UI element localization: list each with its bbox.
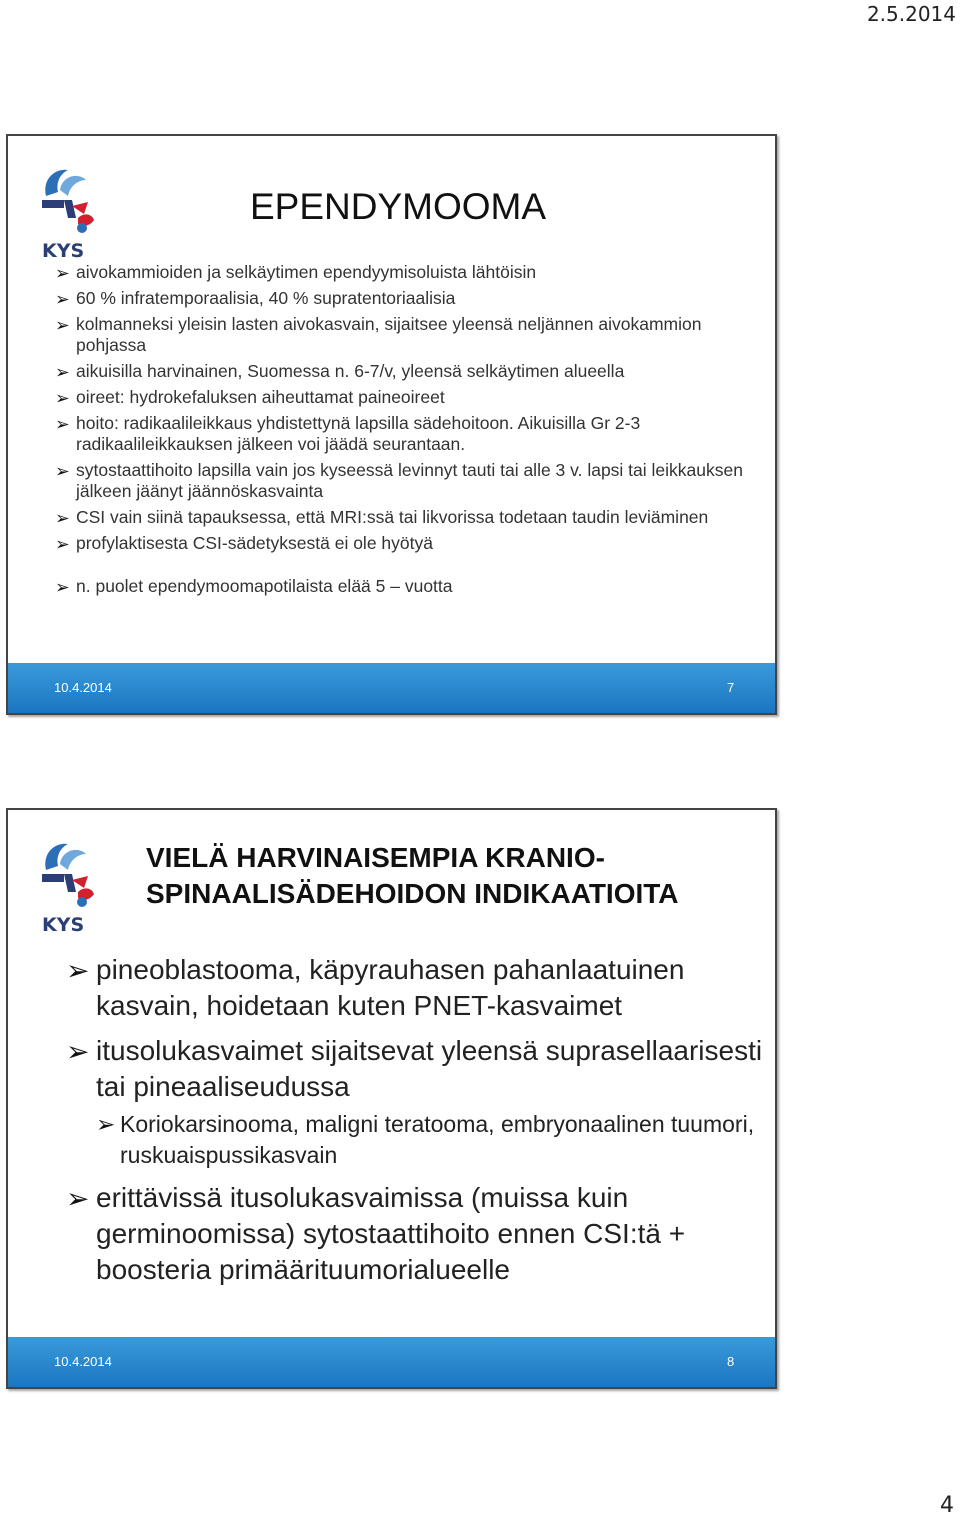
list-item: ➢ kolmanneksi yleisin lasten aivokasvain, sijaitsee yleensä neljännen aivokammion pohjassa: [55, 314, 702, 355]
slide-title: EPENDYMOOMA: [250, 186, 547, 227]
logo-text: KYS: [42, 240, 85, 262]
sub-bullet-list: [96, 1109, 766, 1171]
slide-number: 7: [727, 680, 735, 695]
slide-number: 8: [727, 1354, 735, 1369]
footer-date: 10.4.2014: [54, 680, 112, 695]
arrow-bullet-icon: ➢: [55, 315, 70, 335]
kys-logo: [38, 840, 96, 936]
kys-logo-mark-icon: [38, 166, 96, 238]
list-item: ➢ sytostaattihoito lapsilla vain jos kyseessä levinnyt tauti tai alle 3 v. lapsi tai leikkauksen jälkeen jäänyt jäännöskasvainta: [55, 460, 743, 501]
kys-logo-mark-icon: [38, 840, 96, 912]
sub-list-item: ➢ Koriokarsinooma, maligni teratooma, embryonaalinen tuumori, ruskuaispussikasvain: [96, 1111, 755, 1168]
list-item: ➢ n. puolet ependymoomapotilaista elää 5 – vuotta: [55, 576, 453, 597]
arrow-bullet-icon: ➢: [55, 508, 70, 528]
arrow-bullet-icon: ➢: [66, 1036, 90, 1067]
slide-footer: [8, 663, 775, 713]
list-item: ➢ oireet: hydrokefaluksen aiheuttamat paineoireet: [55, 387, 445, 408]
arrow-bullet-icon: ➢: [55, 577, 70, 597]
list-item: ➢ erittävissä itusolukasvaimissa (muissa kuin germinoomissa) sytostaattihoito ennen CSI:tä + boosteria primäärituumorialueelle: [66, 1182, 686, 1285]
list-item: ➢ itusolukasvaimet sijaitsevat yleensä suprasellaarisesti tai pineaaliseudussa ➢ Koriokarsinooma, maligni teratooma, embryonaalinen tuumori, ruskuaispussikasvain: [66, 1033, 766, 1171]
slide-title: VIELÄ HARVINAISEMPIA KRANIO-SPINAALISÄDEHOIDON INDIKAATIOITA: [146, 842, 679, 909]
page-number: 4: [940, 1493, 954, 1518]
list-item: ➢ hoito: radikaalileikkaus yhdistettynä lapsilla sädehoitoon. Aikuisilla Gr 2-3 radikaalileikkauksen jälkeen voi jäädä seurantaan.: [55, 413, 641, 454]
arrow-bullet-icon: ➢: [55, 289, 70, 309]
arrow-bullet-icon: ➢: [55, 534, 70, 554]
logo-text: KYS: [42, 914, 85, 936]
arrow-bullet-icon: ➢: [55, 414, 70, 434]
bullet-list: [55, 262, 755, 602]
arrow-bullet-icon: ➢: [55, 388, 70, 408]
list-item: ➢ aivokammioiden ja selkäytimen ependyymisoluista lähtöisin: [55, 262, 537, 283]
arrow-bullet-icon: ➢: [55, 461, 70, 481]
slide-7: [6, 134, 777, 715]
list-item: ➢ aikuisilla harvinainen, Suomessa n. 6-7/v, yleensä selkäytimen alueella: [55, 361, 625, 382]
page-date: 2.5.2014: [866, 2, 956, 26]
bullet-list: [66, 952, 766, 1297]
list-item: ➢ profylaktisesta CSI-sädetyksestä ei ole hyötyä: [55, 533, 433, 554]
list-item: ➢ 60 % infratemporaalisia, 40 % supratentoriaalisia: [55, 288, 456, 309]
list-item: ➢ pineoblastooma, käpyrauhasen pahanlaatuinen kasvain, hoidetaan kuten PNET-kasvaimet: [66, 954, 685, 1021]
slide-8: [6, 808, 777, 1389]
arrow-bullet-icon: ➢: [55, 362, 70, 382]
arrow-bullet-icon: ➢: [96, 1111, 116, 1137]
list-item: ➢ CSI vain siinä tapauksessa, että MRI:ssä tai likvorissa todetaan taudin leviäminen: [55, 507, 709, 528]
arrow-bullet-icon: ➢: [55, 263, 70, 283]
slide-footer: [8, 1337, 775, 1387]
arrow-bullet-icon: ➢: [66, 955, 90, 986]
footer-date: 10.4.2014: [54, 1354, 112, 1369]
kys-logo: [38, 166, 96, 262]
arrow-bullet-icon: ➢: [66, 1183, 90, 1214]
